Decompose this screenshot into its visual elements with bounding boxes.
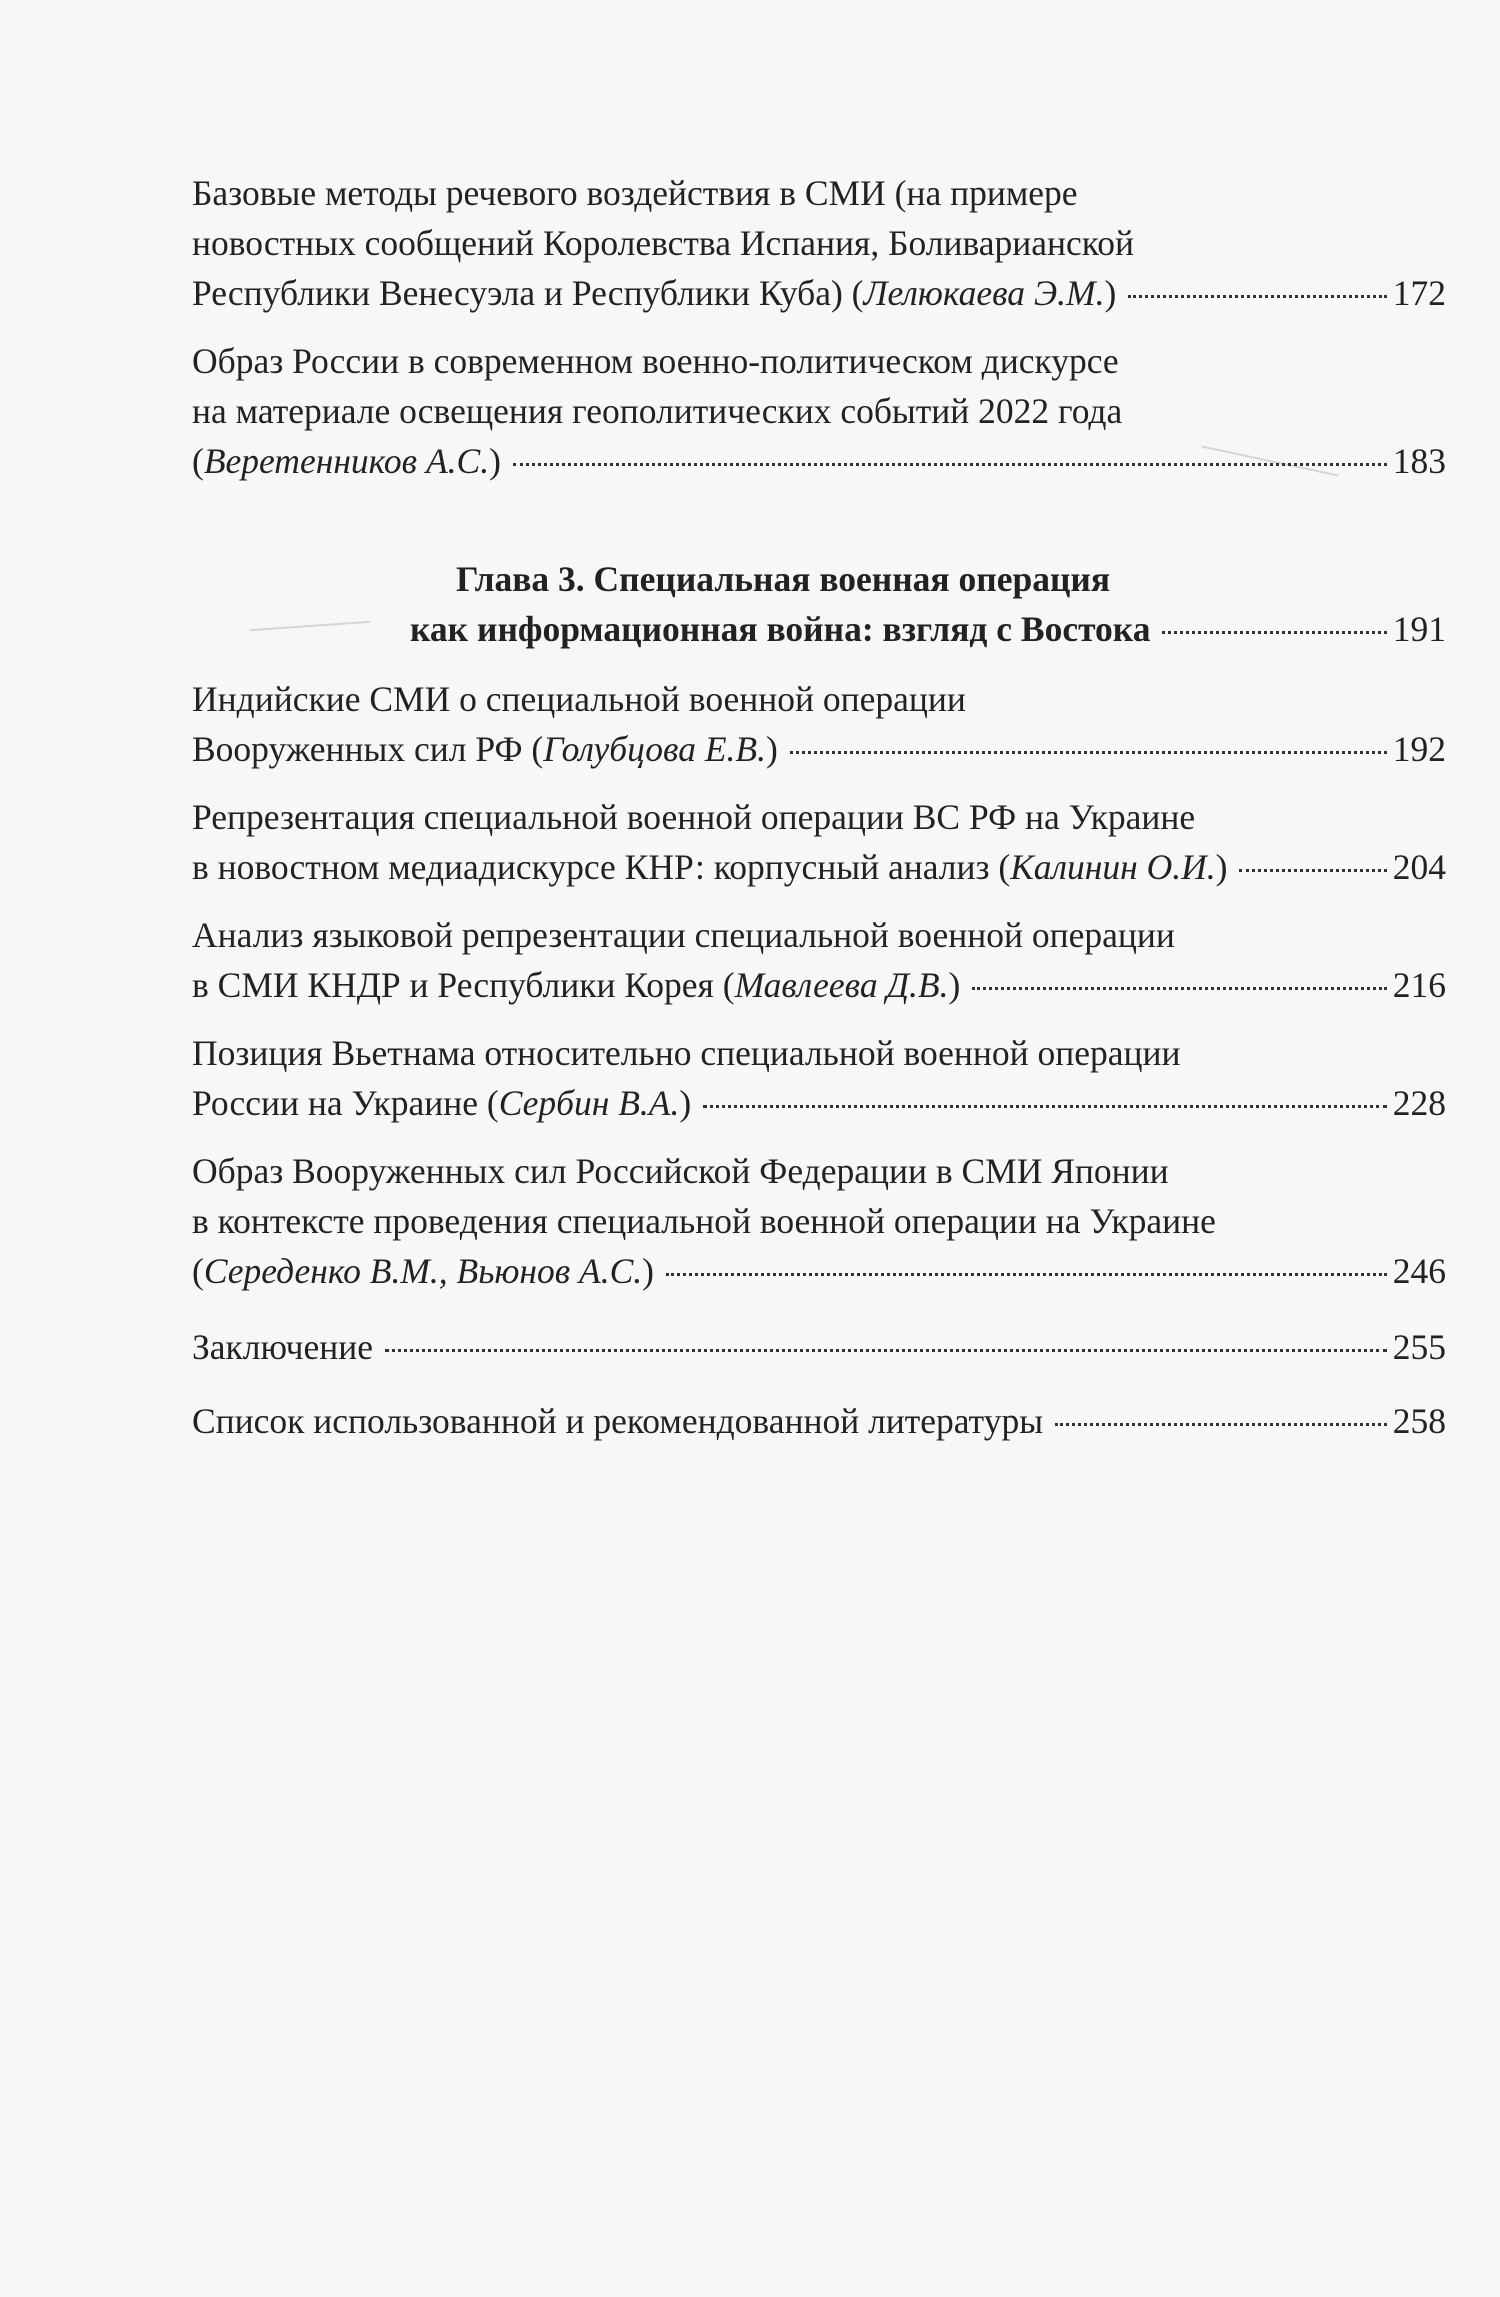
entry-title-line: на материале освещения геополитических событий 2022 года — [192, 391, 1123, 431]
entry-author: Голубцова Е.В. — [543, 729, 766, 769]
dot-leader — [666, 1273, 1387, 1276]
dot-leader — [1162, 631, 1386, 634]
entry-title-line: Список использованной и рекомендованной литературы — [192, 1401, 1044, 1441]
entry-title-line: Вооруженных сил РФ (Голубцова Е.В.) — [192, 729, 778, 769]
entry-title-line: Заключение — [192, 1327, 374, 1367]
entry-title-line: Образ Вооруженных сил Российской Федерации в СМИ Японии — [192, 1151, 1169, 1191]
entry-title-line: Репрезентация специальной военной операции ВС РФ на Украине — [192, 797, 1196, 837]
toc-entry[interactable] — [192, 674, 1446, 774]
entry-title-line: новостных сообщений Королевства Испания, Боливарианской — [192, 223, 1134, 263]
entry-author: Мавлеева Д.В. — [734, 965, 949, 1005]
chapter-title-line: Глава 3. Специальная военная операция — [456, 559, 1111, 599]
page-number: 183 — [1392, 441, 1446, 481]
page-number: 191 — [1392, 609, 1446, 649]
page-number: 246 — [1392, 1251, 1446, 1291]
entry-title-line: России на Украине (Сербин В.А.) — [192, 1083, 692, 1123]
toc-entry[interactable] — [192, 336, 1446, 486]
entry-author: Лелюкаева Э.М. — [863, 273, 1105, 313]
entry-title-line: (Середенко В.М., Вьюнов А.С.) — [192, 1251, 654, 1291]
dot-leader — [790, 751, 1387, 754]
dot-leader — [703, 1105, 1387, 1108]
page-number: 204 — [1392, 847, 1446, 887]
page-number: 216 — [1392, 965, 1446, 1005]
dot-leader — [513, 463, 1387, 466]
entry-title-line: Анализ языковой репрезентации специальной военной операции — [192, 915, 1175, 955]
dot-leader — [385, 1349, 1387, 1352]
page-number: 258 — [1392, 1401, 1446, 1441]
chapter-title-line: как информационная война: взгляд с Востока — [410, 609, 1151, 649]
toc-entry[interactable] — [192, 168, 1446, 318]
entry-author: Середенко В.М., Вьюнов А.С. — [203, 1251, 643, 1291]
entry-title-line: в новостном медиадискурсе КНР: корпусный анализ (Калинин О.И.) — [192, 847, 1228, 887]
entry-title-line: Позиция Вьетнама относительно специальной военной операции — [192, 1033, 1181, 1073]
toc-entry[interactable] — [192, 792, 1446, 892]
dot-leader — [1055, 1423, 1387, 1426]
entry-title-line: Базовые методы речевого воздействия в СМИ (на примере — [192, 173, 1078, 213]
entry-title-line: в контексте проведения специальной военной операции на Украине — [192, 1201, 1216, 1241]
entry-author: Калинин О.И. — [1010, 847, 1216, 887]
dot-leader — [972, 987, 1386, 990]
entry-title-line: в СМИ КНДР и Республики Корея (Мавлеева Д.В.) — [192, 965, 961, 1005]
entry-title-line: Республики Венесуэла и Республики Куба) (Лелюкаева Э.М.) — [192, 273, 1117, 313]
entry-title-line: (Веретенников А.С.) — [192, 441, 501, 481]
toc-entry-conclusion[interactable] — [192, 1322, 1446, 1372]
toc-entry[interactable] — [192, 910, 1446, 1010]
page-number: 192 — [1392, 729, 1446, 769]
entry-title-line: Образ России в современном военно-политическом дискурсе — [192, 341, 1119, 381]
toc-entry[interactable] — [192, 1146, 1446, 1296]
table-of-contents — [192, 168, 1446, 1464]
toc-entry-bibliography[interactable] — [192, 1396, 1446, 1446]
chapter-heading[interactable] — [192, 554, 1446, 654]
entry-author: Веретенников А.С. — [203, 441, 490, 481]
entry-title-line: Индийские СМИ о специальной военной операции — [192, 679, 966, 719]
dot-leader — [1239, 869, 1386, 872]
page-number: 172 — [1392, 273, 1446, 313]
dot-leader — [1128, 295, 1386, 298]
toc-entry[interactable] — [192, 1028, 1446, 1128]
entry-author: Сербин В.А. — [498, 1083, 680, 1123]
page-number: 255 — [1392, 1327, 1446, 1367]
page-number: 228 — [1392, 1083, 1446, 1123]
